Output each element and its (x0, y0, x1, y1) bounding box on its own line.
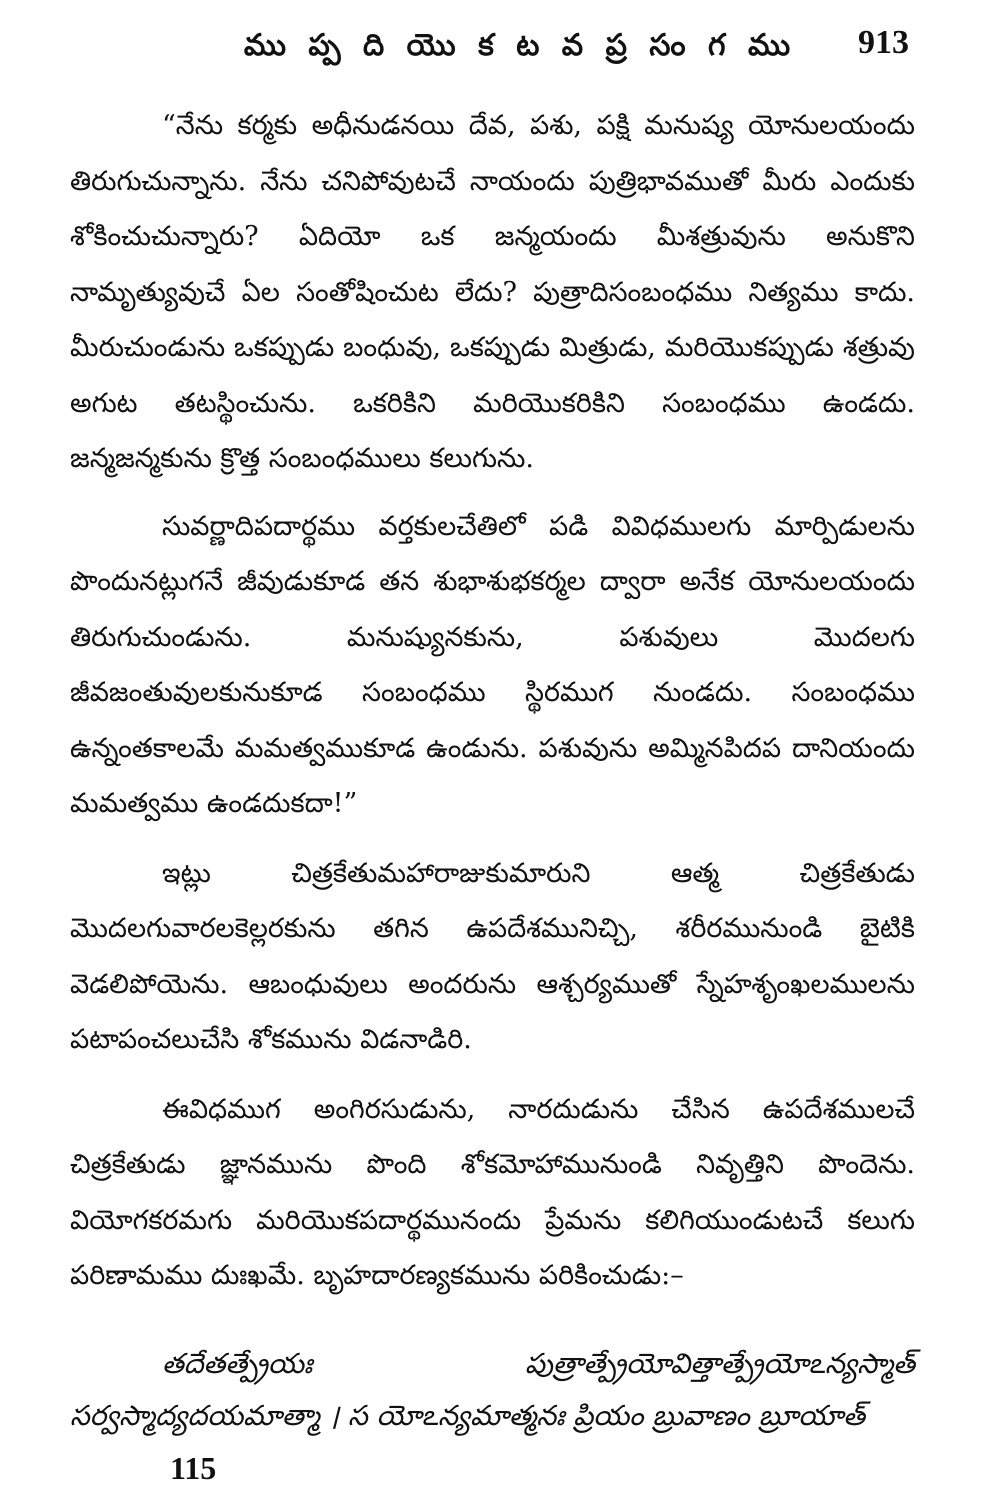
paragraph-4: ఈవిధముగ అంగిరసుడును, నారదుడును చేసిన ఉపదేశములచే చిత్రకేతుడు జ్ఞానమును పొంది శోకమోహామునుండి నివృత్తిని పొందెను. వియోగకరమగు మరియొకపదార్థమునందు ప్రేమను కలిగియుండుటచే కలుగు పరిణామము దుఃఖమే. బృహదారణ్యకమును పరికించుడు:– (70, 1093, 915, 1291)
paragraph-2: సువర్ణాదిపదార్థము వర్తకులచేతిలో పడి వివిధములగు మార్పిడులను పొందునట్లుగనే జీవుడుకూడ తన శుభాశుభకర్మల ద్వారా అనేక యోనులయందు తిరుగుచుండును. మనుష్యునకును, పశువులు మొదలగు జీవజంతువులకునుకూడ సంబంధము స్థిరముగ నుండదు. సంబంధము ఉన్నంతకాలమే మమత్వముకూడ ఉండును. పశువును అమ్మినపిదప దానియందు మమత్వము ఉండదుకదా!” (70, 510, 915, 819)
signature-mark: 115 (170, 1450, 217, 1486)
page-number: 913 (858, 24, 909, 61)
paragraph-1: “నేను కర్మకు అధీనుడనయి దేవ, పశు, పక్షి మనుష్య యోనులయందు తిరుగుచున్నాను. నేను చనిపోవుటచే నాయందు పుత్రిభావముతో మీరు ఎందుకు శోకించుచున్నారు? ఏదియో ఒక జన్మయందు మీశత్రువును అనుకొని నామృత్యువుచే ఏల సంతోషించుట లేదు? పుత్రాదిసంబంధము నిత్యము కాదు. మీరుచుండును ఒకప్పుడు బంధువు, ఒకప్పుడు మిత్రుడు, మరియొకప్పుడు శత్రువు అగుట తటస్థించును. ఒకరికిని మరియొకరికిని సంబంధము ఉండదు. జన్మజన్మకును క్రొత్త సంబంధములు కలుగును. (70, 110, 915, 474)
running-head: ము ప్ప ది యొ క ట వ ప్ర సం గ ము (243, 28, 797, 63)
paragraph-3: ఇట్లు చిత్రకేతుమహారాజుకుమారుని ఆత్మ చిత్రకేతుడు మొదలగువారలకెల్లరకును తగిన ఉపదేశమునిచ్చి, శరీరమునుండి బైటికి వెడలిపోయెను. ఆబంధువులు అందరును ఆశ్చర్యముతో స్నేహశృంఖలములను పటాపంచలుచేసి శోకమును విడనాడిరి. (70, 857, 915, 1055)
page-body (70, 98, 915, 1470)
sanskrit-verse: తదేతత్ప్రేయః పుత్రాత్ప్రేయోవిత్తాత్ప్రేయోఽన్యస్మాత్ సర్వస్మాద్యదయమాత్మా । స యోఽన్యమాత్మనః ప్రియం బ్రువాణం బ్రూయాత్ (70, 1346, 915, 1432)
